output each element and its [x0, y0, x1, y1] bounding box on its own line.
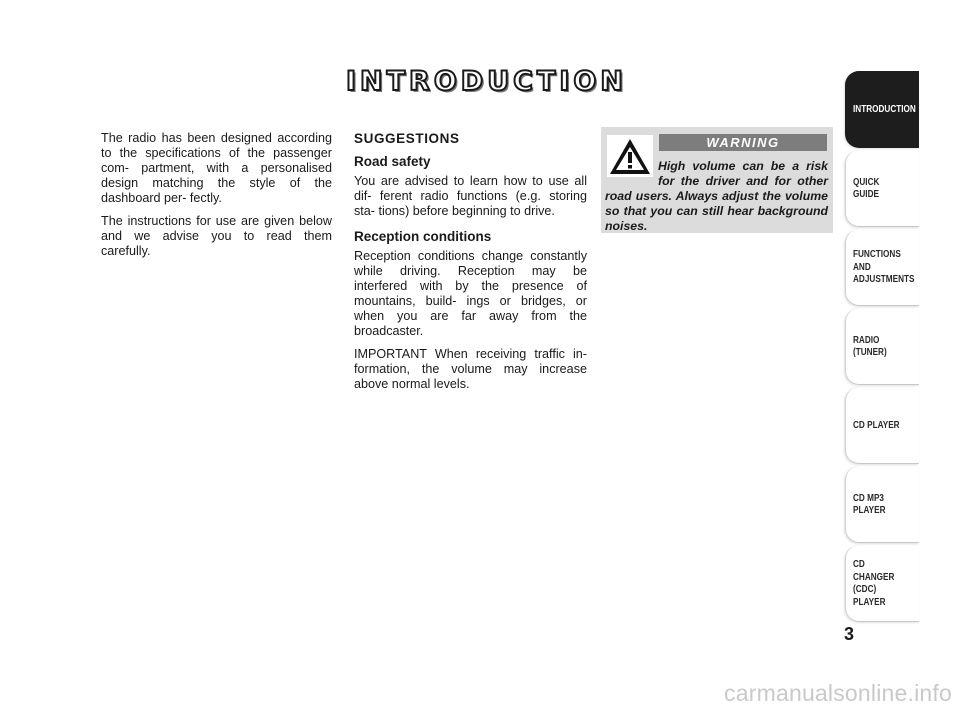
page-title: INTRODUCTION	[346, 66, 627, 97]
tab-cd-changer[interactable]	[845, 545, 919, 622]
suggestions-heading: SUGGESTIONS	[354, 131, 460, 146]
warning-box	[601, 127, 833, 233]
road-safety-subheading: Road safety	[354, 154, 431, 169]
watermark: carmanualsonline.info	[724, 680, 952, 706]
intro-paragraph: The radio has been designed according to the specifications of the passenger com- partment, with a personalised design matching the style of the dashboard per- fectly.	[101, 131, 332, 205]
road-safety-text: You are advised to learn how to use all dif- ferent radio functions (e.g. storing sta- tions) before beginning to drive.	[354, 174, 587, 218]
tab-cd-player[interactable]	[845, 387, 919, 464]
tab-label: CD MP3 PLAYER	[853, 491, 886, 516]
tab-radio-tuner[interactable]	[845, 308, 919, 385]
intro-paragraph: The instructions for use are given below and we advise you to read them carefully.	[101, 214, 332, 258]
tab-introduction[interactable]	[845, 71, 919, 148]
tab-label: CD CHANGER (CDC) PLAYER	[853, 558, 895, 608]
tab-quick-guide[interactable]	[845, 150, 919, 227]
warning-text: High volume can be a risk for the driver and for other road users. Always adjust the volume so that you can still hear background noises.	[605, 159, 828, 233]
tab-label: RADIO (TUNER)	[853, 333, 887, 358]
tab-cd-mp3-player[interactable]	[845, 466, 919, 543]
chapter-tabs	[845, 71, 919, 624]
tab-label: FUNCTIONS AND ADJUSTMENTS	[853, 248, 915, 286]
tab-label: INTRODUCTION	[853, 102, 916, 115]
tab-label: CD PLAYER	[853, 418, 900, 431]
warning-heading: WARNING	[659, 134, 827, 151]
intro-column	[101, 131, 332, 267]
page-number: 3	[844, 624, 855, 644]
tab-label: QUICK GUIDE	[853, 175, 880, 200]
suggestions-column	[354, 131, 587, 400]
reception-subheading: Reception conditions	[354, 229, 492, 244]
important-note: IMPORTANT When receiving traffic in- formation, the volume may increase above normal levels.	[354, 347, 587, 391]
reception-text: Reception conditions change constantly while driving. Reception may be interfered with by the presence of mountains, build- ings or bridges, or when you are far away from the broadcaster.	[354, 249, 587, 338]
tab-functions-adjustments[interactable]	[845, 229, 919, 306]
